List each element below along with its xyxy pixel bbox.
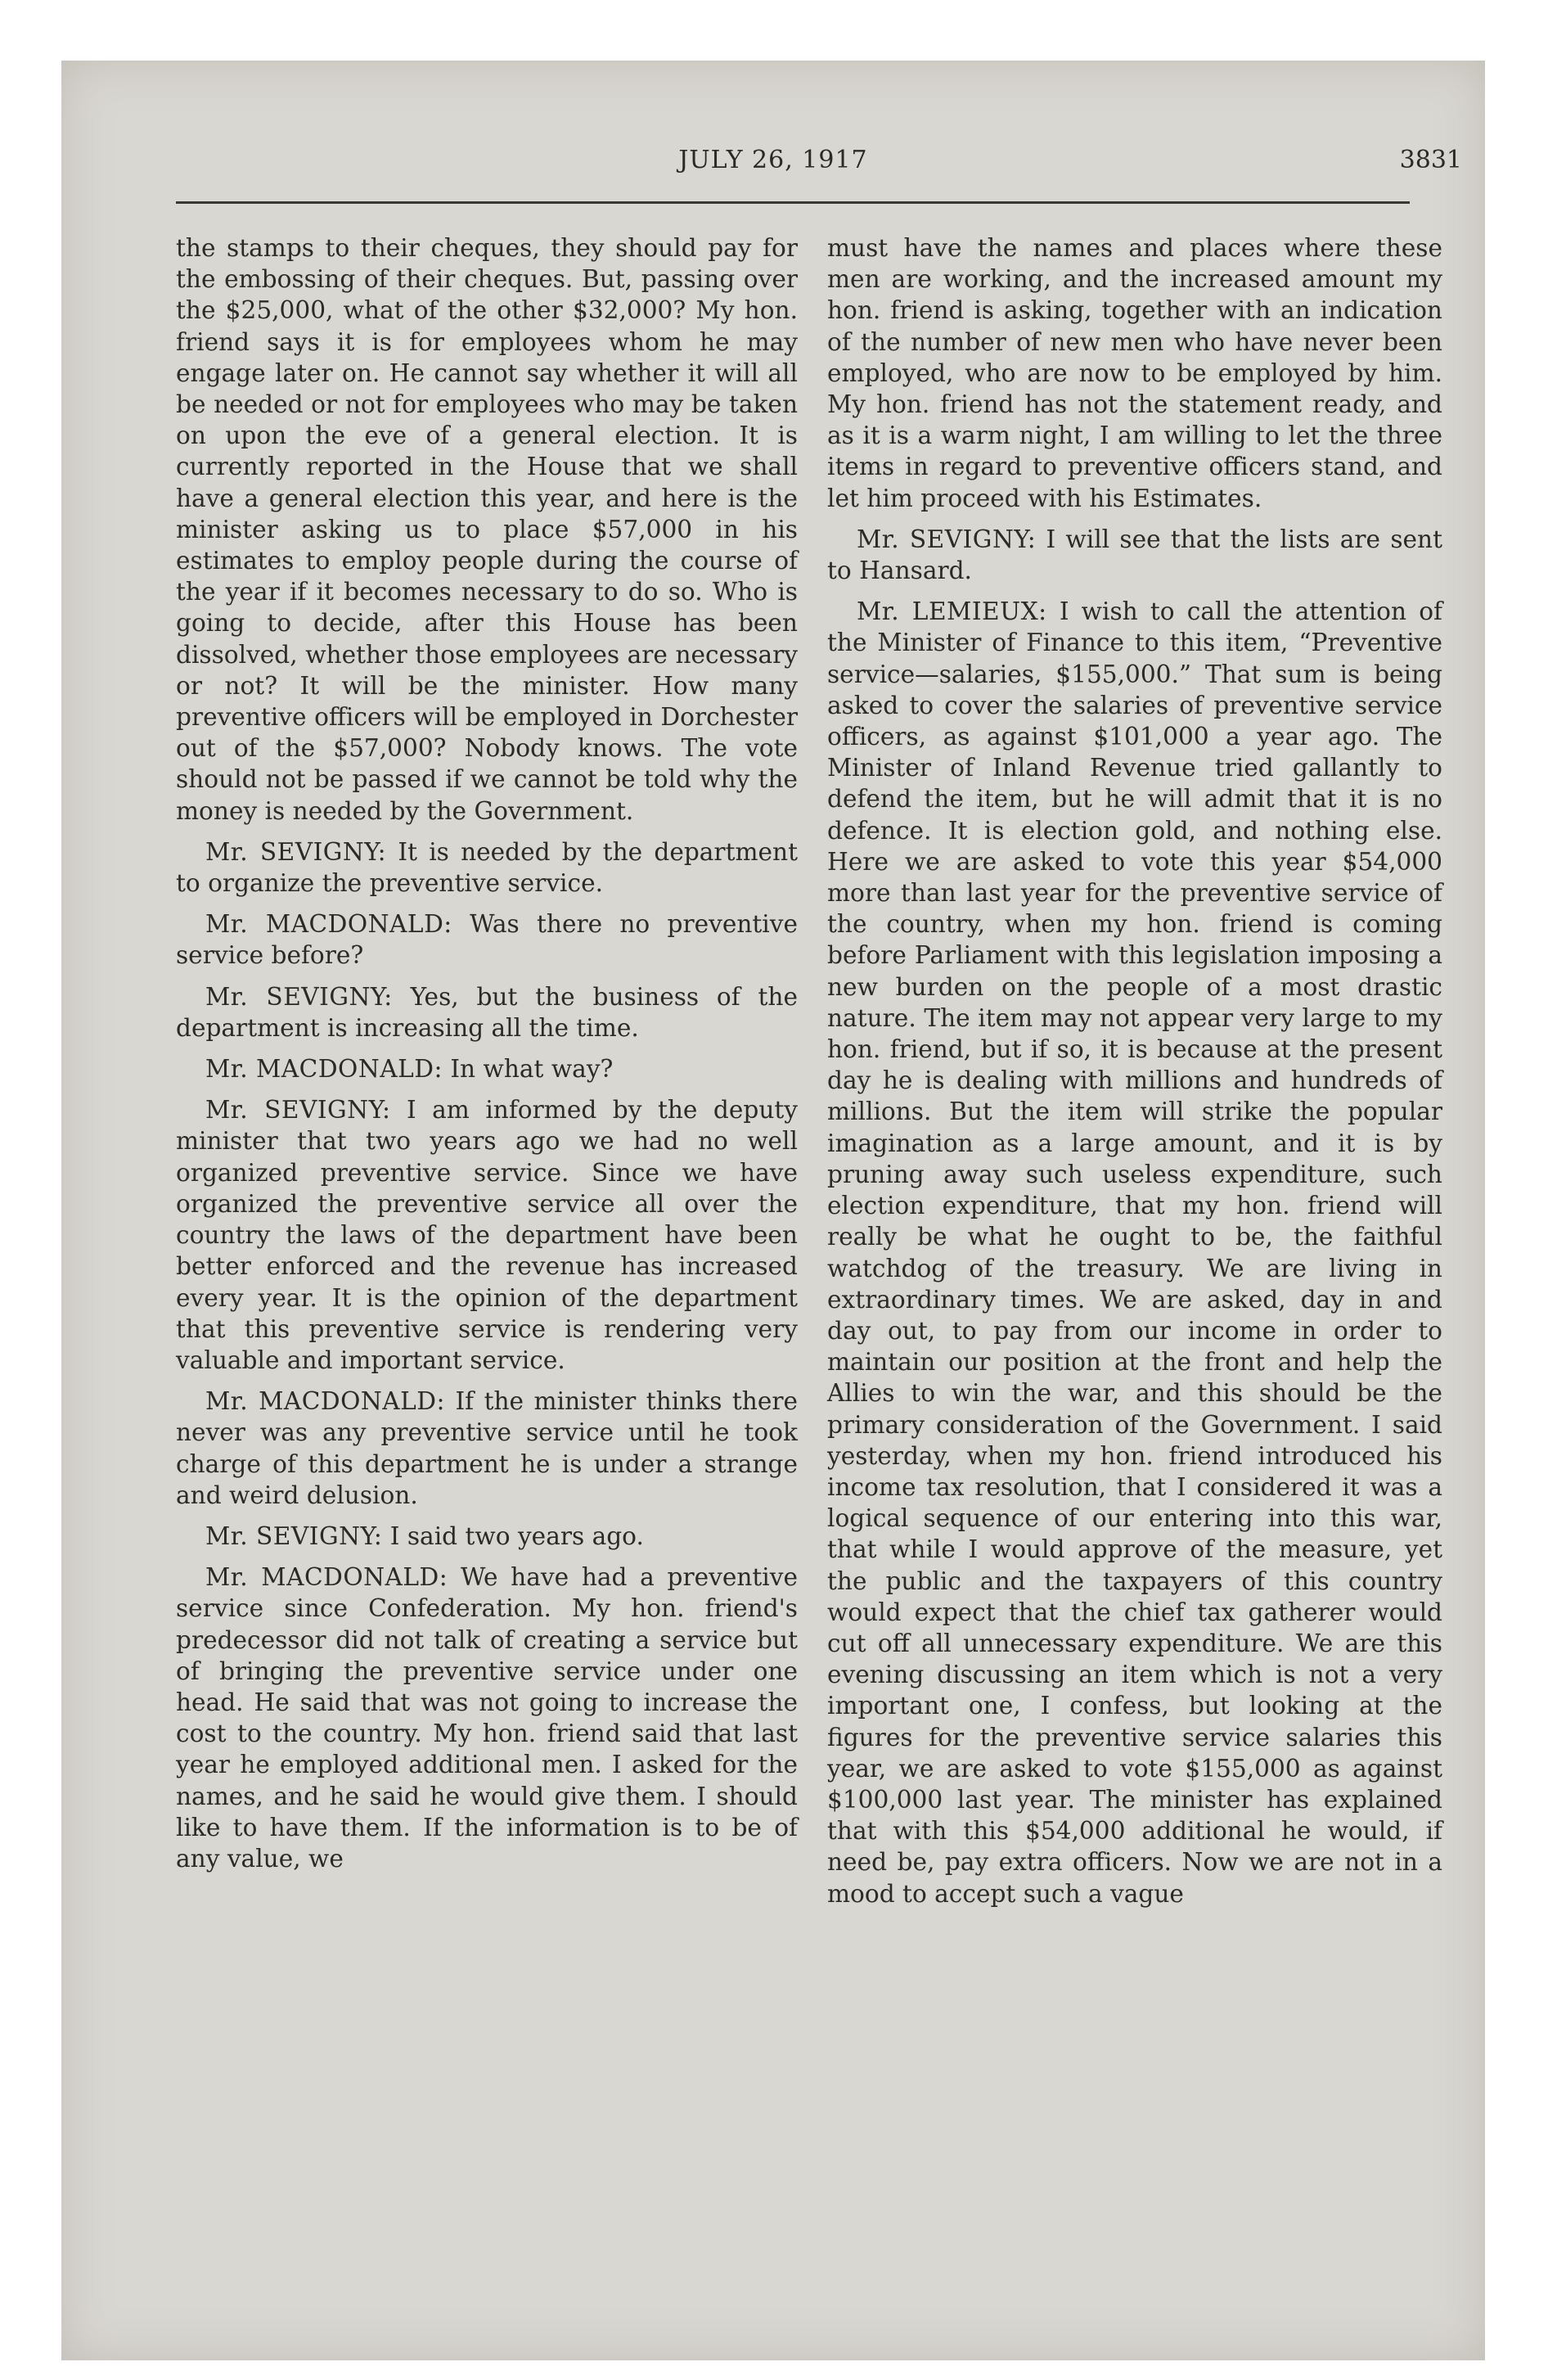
header-date: JULY 26, 1917 [678,146,868,174]
speaker-name: Mr. MACDONALD: [205,1387,445,1416]
speaker-name: Mr. MACDONALD: [205,1055,443,1084]
speaker-name: Mr. MACDONALD: [205,1563,448,1592]
speaker-name: Mr. SEVIGNY: [205,1096,391,1125]
document-page [61,61,1485,2360]
paragraph [827,524,1442,586]
header-rule [176,201,1410,204]
paragraph [176,1562,798,1874]
scanned-page [61,61,1485,2360]
paragraph-text: It is needed by the department to organize the preventive service. [176,837,798,898]
paragraph [176,1386,798,1511]
paragraph-text: I said two years ago. [389,1521,644,1550]
speaker-name: Mr. SEVIGNY: [205,837,387,866]
paragraph [827,596,1442,1909]
paragraph [176,1521,798,1552]
right-column [827,232,1442,1919]
paragraph [176,1094,798,1376]
paragraph [176,981,798,1044]
paragraph [827,232,1442,514]
speaker-name: Mr. SEVIGNY: [857,525,1037,553]
paragraph-text: Yes, but the business of the department is increasing all the time. [176,982,798,1042]
paragraph-text: I wish to call the attention of the Minister of Finance to this item, “Preventive service—salaries, $155,000.” That sum is being asked to cover the salaries of preventive service officers, as against $101,000 a year ago. The Minister of Inland Revenue tried gallantly to defend the item, but he will admit that it is no defence. It is election gold, and nothing else. Here we are asked to vote this year $54,000 more than last year for the preventive service of the country, when my hon. friend is coming before Parliament with this legislation imposing a new burden on the people of a most drastic nature. The item may not appear very large to my hon. friend, but if so, it is because at the present day he is dealing with millions and hundreds of millions. But the item will strike the popular imagination as a large amount, and it is by pruning away such useless expenditure, such election expenditure, that my hon. friend will really be what he ought to be, the faithful watchdog of the treasury. We are living in extraordinary times. We are asked, day in and day out, to pay from our income in order to maintain our position at the front and help the Allies to win the war, and this should be the primary consideration of the Government. I said yesterday, when my hon. friend introduced his income tax resolution, that I considered it was a logical sequence of our entering into this war, that while I would approve of the measure, yet the public and the taxpayers of this country would expect that the chief tax gatherer would cut off all unnecessary expenditure. We are this evening discussing an item which is not a very important one, I confess, but looking at the figures for the preventive service salaries this year, we are asked to vote $155,000 as against $100,000 last year. The minister has explained that with this $54,000 additional he would, if need be, pay extra officers. Now we are not in a mood to accept such a vague [827,597,1442,1908]
paragraph [176,836,798,899]
paragraph-text: must have the names and places where these men are working, and the increased amount my hon. friend is asking, together with an indication of the number of new men who have never been employed, who are now to be employed by him. My hon. friend has not the statement ready, and as it is a warm night, I am willing to let the three items in regard to preventive officers stand, and let him proceed with his Estimates. [827,234,1442,512]
left-column [176,232,798,1884]
paragraph-text: If the minister thinks there never was any preventive service until he took charge of this department he is under a strange and weird delusion. [176,1387,798,1509]
paragraph-text: the stamps to their cheques, they should pay for the embossing of their cheques. But, passing over the $25,000, what of the other $32,000? My hon. friend says it is for employees whom he may engage later on. He cannot say whether it will all be needed or not for employees who may be taken on upon the eve of a general election. It is currently reported in the House that we shall have a general election this year, and here is the minister asking us to place $57,000 in his estimates to employ people during the course of the year if it becomes necessary to do so. Who is going to decide, after this House has been dissolved, whether those employees are necessary or not? It will be the minister. How many preventive officers will be employed in Dorchester out of the $57,000? Nobody knows. The vote should not be passed if we cannot be told why the money is needed by the Government. [176,234,798,825]
speaker-name: Mr. MACDONALD: [205,910,452,939]
page-header [176,146,1485,195]
paragraph-text: I am informed by the deputy minister that two years ago we had no well organized preventive service. Since we have organized the preventive service all over the country the laws of the department have been better enforced and the revenue has increased every year. It is the opinion of the department that this preventive service is rendering very valuable and important service. [176,1096,798,1374]
paragraph-text: I will see that the lists are sent to Hansard. [827,525,1442,585]
paragraph-text: In what way? [450,1055,614,1084]
paragraph [176,232,798,827]
paragraph [176,908,798,971]
page-number: 3831 [1399,146,1462,174]
paragraph-text: We have had a preventive service since Confederation. My hon. friend's predecessor did not talk of creating a service but of bringing the preventive service under one head. He said that was not going to increase the cost to the country. My hon. friend said that last year he employed additional men. I asked for the names, and he said he would give them. I should like to have them. If the information is to be of any value, we [176,1563,798,1873]
speaker-name: Mr. LEMIEUX: [857,597,1047,626]
speaker-name: Mr. SEVIGNY: [205,982,393,1011]
paragraph [176,1053,798,1084]
paragraph-text: Was there no preventive service before? [176,910,798,970]
speaker-name: Mr. SEVIGNY: [205,1521,383,1550]
